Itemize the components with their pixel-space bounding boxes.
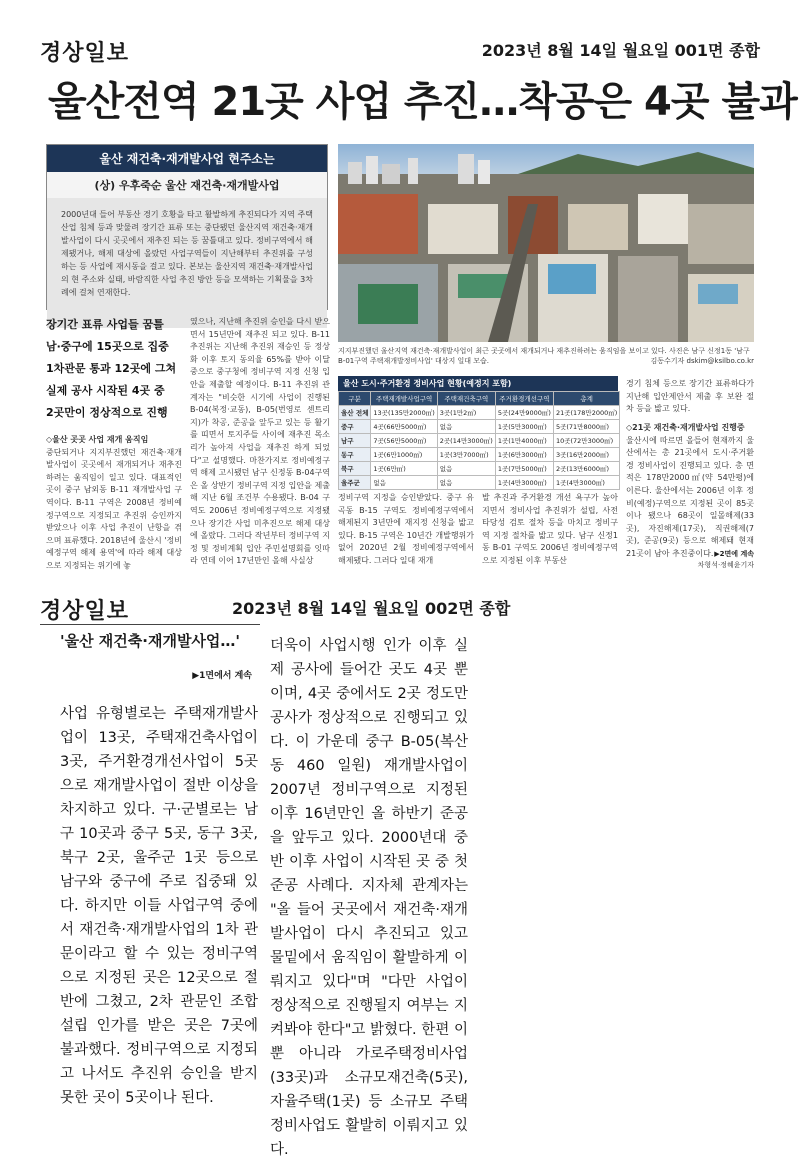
table-cell: 남구 <box>339 434 371 448</box>
table-cell: 13곳(135만2000㎡) <box>371 406 437 420</box>
table-cell: 1곳(5만3000㎡) <box>495 420 553 434</box>
bottom-right-text: 더욱이 사업시행 인가 이후 실제 공사에 들어간 곳도 4곳 뿐이며, 4곳 중에서도 2곳 정도만 공사가 정상적으로 진행되고 있다. 이 가운데 중구 B-05(복산동 460 일원) 재개발사업이 2007년 정비구역으로 지정된 이후 16년만인 올 하반기 준공을 앞두고 있다. 2000년대 중반 이후 사업이 시작된 곳 중 첫 준공 사례다. 지자체 관계자는 "올 들어 곳곳에서 재건축·재개발사업이 다시 추진되고 있고 물밑에서 움직임이 활발하게 이뤄지고 있다"며 "다만 사업이 정상적으로 진행될지 여부는 지켜봐야 한다"고 밝혔다. 한편 이 뿐 아니라 가로주택정비사업(33곳)과 소규모재건축(5곳), 자율주택(1곳) 등 소규모 주택정비사업도 활발히 이뤄지고 있다. <box>270 638 468 1158</box>
right-col-text-2: 울산시에 따르면 올들어 현재까지 울산에서는 총 21곳에서 도시·주거환경 정비사업이 진행되고 있다. 총 면적은 178만2000㎡(약 54만평)에 이른다. 울산에서는 2006년 이후 정비(예정)구역으로 지정된 곳이 85곳이나 됐으나 68곳이 일몰해제(33곳), 자진해제(17곳), 직권해제(7곳), 준공(9곳) 등으로 해제돼 현재 21곳이 남아 추진중이다. <box>626 435 754 558</box>
table-row <box>339 476 620 490</box>
photo-caption: 지지부진했던 울산지역 재건축·재개발사업이 최근 곳곳에서 재개되거나 재추진하려는 움직임을 보이고 있다. 사진은 남구 신정1동 '남구 B-01구역 주택재개발정비사업' 대상지 일대 모습. <box>338 347 750 365</box>
dateline: 2023년 8월 14일 월요일 001면 종합 <box>481 41 760 60</box>
section-heading: ◇울산 곳곳 사업 재개 움직임 <box>46 435 149 444</box>
subhead-5: 2곳만이 정상적으로 진행 <box>46 406 168 419</box>
masthead-logo: 경상일보 <box>40 41 130 66</box>
continued-note: ▶2면에 계속 <box>714 549 754 558</box>
table-header: 구분 <box>339 392 371 406</box>
table-cell: 1곳(6만1000㎡) <box>371 448 437 462</box>
table-cell: 없음 <box>437 462 495 476</box>
series-lead: 2000년대 들어 부동산 경기 호황을 타고 활발하게 추진되다가 지역 주택산업 침체 등과 맞물려 장기간 표류 또는 중단됐던 울산지역 재건축·재개발사업이 다시 곳곳에서 재추진 되는 등 꿈틀대고 있다. 정비구역에서 해제됐거나, 해제 대상에 올랐던 사업구역들이 지난해부터 추진위를 구성하는 등 사업에 재시동을 걸고 있다. 본보는 울산지역 재건축·재개발사업의 현 주소와 실태, 바람직한 사업 추진 방안 등을 모색하는 기획물을 3차례에 걸쳐 연재한다. <box>47 198 327 328</box>
byline: 차형석·정혜윤기자 <box>697 560 754 569</box>
table-cell: 2곳(13만6000㎡) <box>553 462 619 476</box>
table-cell: 없음 <box>371 476 437 490</box>
table-title: 울산 도시·주거환경 정비사업 현황(예정지 포함) <box>338 376 618 391</box>
table-header: 총계 <box>553 392 619 406</box>
table-cell: 1곳(1만4000㎡) <box>495 434 553 448</box>
table-grid <box>338 391 620 490</box>
table-cell: 동구 <box>339 448 371 462</box>
table-row <box>339 420 620 434</box>
table-row <box>339 462 620 476</box>
left-col-text: 중단되거나 지지부진했던 재건축·재개발사업이 곳곳에서 재개되거나 재추진 하려는 움직임이 일고 있다. 대표적인 곳이 중구 남외동 B-11 재개발사업 구역이다. B-11 구역은 2008년 정비예정구역으로 지정되고 추진위 승인까지 받았으나 이후 사업 추진이 난항을 겪으며 표류했다. 2018년에 울산시 '정비예정구역 해제 용역'에 따라 해제 대상으로 지정되는 위기에 놓 <box>46 447 182 570</box>
subhead-1: 장기간 표류 사업들 꿈틀 <box>46 318 164 331</box>
table-cell: 4곳(66만5000㎡) <box>371 420 437 434</box>
table-header: 주택재개발사업구역 <box>371 392 437 406</box>
table-cell: 5곳(24만9000㎡) <box>495 406 553 420</box>
lower-col-1-text: 정비구역 지정을 승인받았다. 중구 유곡동 B-15 구역도 정비예정구역에서 해제된지 3년만에 재지정 신청을 밟고 있다. B-15 구역은 10년간 개발행위가 없어 2020년 2월 정비예정구역에서 해제됐다. 그러다 일대 재개 <box>338 493 474 565</box>
right-col-text-1: 경기 침체 등으로 장기간 표류하다가 지난해 입안제안서 제출 후 보완 절차 등을 밟고 있다. <box>626 379 754 414</box>
dateline-2: 2023년 8월 14일 월요일 002면 종합 <box>232 599 511 618</box>
divider <box>40 624 260 625</box>
table-row <box>339 448 620 462</box>
table-cell: 울주군 <box>339 476 371 490</box>
series-title: 울산 재건축·재개발사업 현주소는 <box>47 145 327 172</box>
table-cell: 북구 <box>339 462 371 476</box>
mid-col-text: 였으나, 지난해 추진위 승인을 다시 받으면서 15년만에 재추진 되고 있다. B-11 추진위는 지난해 추진위 재승인 등 정상화 이후 토지 동의율 65%를 받아 이달 중으로 중구청에 정비구역 지정 신청 입안을 제출할 예정이다. B-11 추진위 관계자는 "비슷한 시기에 사업이 진행된 B-04(복정·교동), B-05(번영로 센트리지)가 착공, 준공을 앞두고 있는 등 활기를 띠면서 토지주들 사이에 재추진 목소리가 높아져 사업을 재추진 하게 되었다"고 설명했다. 마찬가지로 정비예정구역 해제 고시됐던 남구 신정동 B-04구역은 올 상반기 정비구역 지정 입안을 제출해 지난 6월 조건부 수용됐다. B-04 구역도 2006년 정비예정구역으로 지정됐으나 장기간 사업 미추진으로 해제 대상에 올랐다. 그러다 작년부터 정비구역 지정 및 정비계획 입안 주민설명회를 잇따라 연데 이어 17년만인 올해 사실상 <box>190 317 330 566</box>
table-cell: 울산 전체 <box>339 406 371 420</box>
table-cell: 21곳(178만2000㎡) <box>553 406 619 420</box>
table-cell: 3곳(16만2000㎡) <box>553 448 619 462</box>
masthead-logo-2: 경상일보 <box>40 599 130 624</box>
city-photo <box>338 144 754 342</box>
table-cell: 없음 <box>437 420 495 434</box>
headline: 울산전역 21곳 사업 추진…착공은 4곳 불과 <box>48 79 797 125</box>
table-cell: 중구 <box>339 420 371 434</box>
left-column <box>46 314 182 570</box>
table-cell: 1곳(4만3000㎡) <box>553 476 619 490</box>
photo-credit: 김동수기자 dskim@ksilbo.co.kr <box>650 357 754 365</box>
right-column <box>626 378 754 571</box>
table-row <box>339 434 620 448</box>
subhead-3: 1차관문 통과 12곳에 그쳐 <box>46 362 177 375</box>
table-cell: 7곳(56만5000㎡) <box>371 434 437 448</box>
series-subtitle: (상) 우후죽순 울산 재건축·재개발사업 <box>94 179 280 192</box>
table-cell: 없음 <box>437 476 495 490</box>
table-cell: 1곳(7만5000㎡) <box>495 462 553 476</box>
from-front-note: ▶1면에서 계속 <box>192 671 252 681</box>
right-section-heading: ◇21곳 재건축·재개발사업 진행중 <box>626 423 745 432</box>
table-cell: 5곳(71만8000㎡) <box>553 420 619 434</box>
bottom-left-text: 사업 유형별로는 주택재개발사업이 13곳, 주택재건축사업이 3곳, 주거환경개선사업이 5곳으로 재개발사업이 절반 이상을 차지하고 있다. 구·군별로는 남구 10곳과 중구 5곳, 동구 3곳, 북구 2곳, 울주군 1곳 등으로 남구와 중구에 주로 집중돼 있다. 하지만 이들 사업구역 중에서 재건축·재개발사업의 1차 관문이라고 할 수 있는 정비구역으로 지정된 곳은 12곳으로 절반에 그쳤고, 2차 관문인 조합설립 인가를 받은 곳은 7곳에 불과했다. 정비구역으로 지정되고 나서도 추진위 승인을 받지 못한 곳이 5곳이나 된다. <box>60 706 258 1106</box>
table-cell: 1곳(4만3000㎡) <box>495 476 553 490</box>
table-cell: 1곳(6만3000㎡) <box>495 448 553 462</box>
continued-kicker: '울산 재건축·재개발사업…' <box>60 632 241 650</box>
table-row <box>339 406 620 420</box>
table-cell: 2곳(14만3000㎡) <box>437 434 495 448</box>
table-cell: 10곳(72만3000㎡) <box>553 434 619 448</box>
table-header: 주거환경개선구역 <box>495 392 553 406</box>
status-table <box>338 376 618 490</box>
subhead-2: 남·중구에 15곳으로 집중 <box>46 340 169 353</box>
table-cell: 1곳(6만㎡) <box>371 462 437 476</box>
table-header: 주택재건축구역 <box>437 392 495 406</box>
subhead-4: 실제 공사 시작된 4곳 중 <box>46 384 165 397</box>
table-cell: 1곳(3만7000㎡) <box>437 448 495 462</box>
lower-col-2-text: 발 추진과 주거환경 개선 욕구가 높아지면서 정비사업 추진위가 설립, 사전 타당성 검토 절차 등을 마치고 정비구역 지정 절차를 밟고 있다. 남구 신정1동 B-01 구역도 2006년 정비예정구역으로 지정된 이후 부동산 <box>482 493 618 565</box>
city-photo-illustration <box>338 144 754 342</box>
table-cell: 3곳(1만2㎡) <box>437 406 495 420</box>
series-box <box>46 144 328 310</box>
